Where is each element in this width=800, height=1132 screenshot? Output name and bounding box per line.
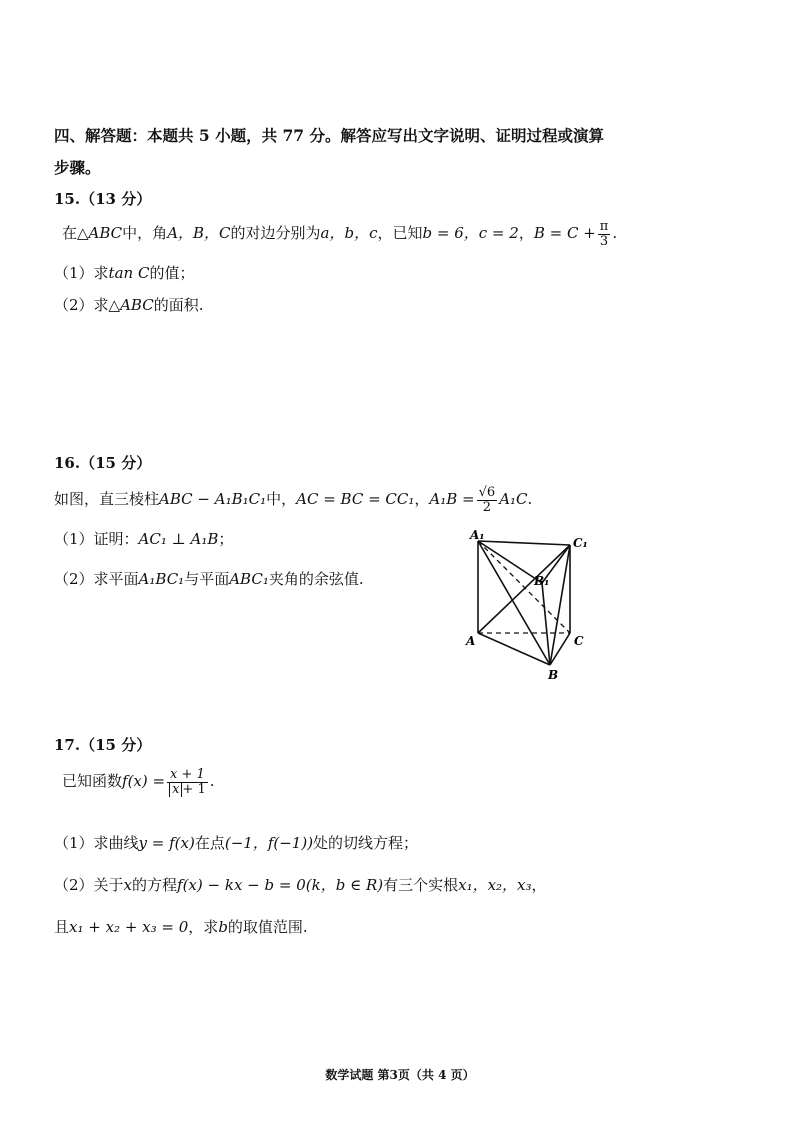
q15-stem-end: .: [612, 224, 618, 243]
q17-stem-prefix: 已知函数: [62, 772, 123, 791]
q17-part2-end: ，: [531, 876, 547, 894]
page-footer: 数学试题 第3页（共 4 页）: [325, 1068, 475, 1082]
q16-part2-mid: 与平面: [184, 570, 230, 588]
q16-stem: [54, 486, 532, 514]
q17-part1-curve: y = f(x): [138, 834, 195, 852]
q15-part2: [54, 294, 204, 315]
q16-stem-eq2-left: A₁B =: [429, 490, 475, 509]
q17-part1-label: （1）求曲线: [54, 834, 139, 852]
q15-fraction: [598, 220, 611, 248]
q17-part2b-equation: x₁ + x₂ + x₃ = 0: [69, 918, 189, 936]
q17-fraction-abs: x: [169, 782, 182, 797]
q17-part2b-var: b: [218, 918, 228, 936]
q16-part2: [54, 568, 364, 589]
q17-fraction: [167, 768, 208, 796]
q17-header: 17.（15 分）: [54, 736, 152, 754]
q15-stem-sides: a，b，c: [320, 224, 378, 243]
q16-fraction: [477, 486, 498, 514]
q17-part2-equation: f(x) − kx − b = 0(k，b ∈ R): [177, 876, 384, 894]
q15-stem-mid2: 的对边分别为: [230, 224, 321, 243]
q15-stem-sep: ，: [518, 224, 534, 243]
q16-part2-plane1: A₁BC₁: [138, 570, 185, 588]
q16-stem-sep: ，: [414, 490, 430, 509]
q16-part2-plane2: ABC₁: [229, 570, 269, 588]
section-heading-line1: 四、解答题：本题共 5 小题，共 77 分。解答应写出文字说明、证明过程或演算: [54, 126, 604, 145]
q15-fraction-numerator: π: [599, 219, 609, 234]
q17-fraction-denominator: [167, 783, 208, 797]
q17-part2: [54, 874, 547, 895]
label-a1: A₁: [470, 528, 485, 542]
q17-part2-continued: [54, 916, 308, 937]
q15-fraction-denominator: 3: [599, 233, 609, 249]
q16-header: 16.（15 分）: [54, 454, 152, 472]
q16-fraction-denominator: 2: [482, 499, 492, 515]
q17-part1-mid: 在点: [194, 834, 225, 852]
q15-part1-expr: tan C: [108, 264, 150, 282]
q16-stem-prism: ABC − A₁B₁C₁: [159, 490, 267, 509]
q17-part1-point: (−1，f(−1)): [224, 834, 314, 852]
q16-stem-mid: 中，: [266, 490, 297, 509]
q17-part2-roots: x₁，x₂，x₃: [458, 876, 532, 894]
q17-part2-label: （2）关于: [54, 876, 124, 894]
q17-part2-mid: 的方程: [132, 876, 178, 894]
q15-stem-equation: B = C +: [533, 224, 596, 243]
segment-a1-b: [478, 541, 550, 665]
q15-stem-angles: A，B，C: [167, 224, 231, 243]
edge-a1-c1: [478, 541, 570, 545]
q17-part2b-mid: ，求: [188, 918, 219, 936]
q16-part2-end: 夹角的余弦值.: [268, 570, 364, 588]
q17-stem: [62, 768, 215, 796]
q17-part2b-end: 的取值范围.: [227, 918, 308, 936]
q15-part2-triangle: ABC: [120, 296, 154, 314]
label-c1: C₁: [573, 536, 588, 550]
prism-figure: [460, 525, 600, 685]
label-b1: B₁: [534, 574, 550, 588]
edge-a1-b1: [478, 541, 542, 583]
q15-header: 15.（13 分）: [54, 190, 152, 208]
q16-stem-eq2-right: A₁C: [499, 490, 528, 509]
q16-part1: [54, 528, 233, 549]
q15-stem-mid3: ，已知: [377, 224, 423, 243]
q15-part2-label: （2）求△: [54, 296, 121, 314]
q15-part1-end: 的值；: [149, 264, 195, 282]
section-heading-line2: 步骤。: [54, 158, 101, 177]
q16-fraction-numerator: √6: [478, 485, 496, 500]
q17-part1-end: 处的切线方程；: [313, 834, 419, 852]
q17-fraction-den-rest: + 1: [182, 781, 206, 797]
q15-stem: [62, 220, 617, 248]
q15-part1-label: （1）求: [54, 264, 109, 282]
edge-a-b: [478, 633, 550, 665]
q16-stem-end: .: [527, 490, 533, 509]
segment-c1-b: [550, 545, 570, 665]
q15-stem-mid: 中，角: [122, 224, 168, 243]
q16-part2-label: （2）求平面: [54, 570, 139, 588]
q17-stem-func: f(x) =: [122, 772, 166, 791]
q16-part1-label: （1）证明：: [54, 530, 139, 548]
label-c: C: [574, 634, 584, 648]
q17-fraction-numerator: x + 1: [167, 768, 208, 783]
q17-stem-end: .: [209, 772, 215, 791]
q15-part1: [54, 262, 194, 283]
q17-part2-mid2: 有三个实根: [383, 876, 459, 894]
prism-solid-edges: [478, 541, 570, 665]
q15-part2-end: 的面积.: [153, 296, 204, 314]
q15-stem-triangle: ABC: [88, 224, 123, 243]
q17-part2b-prefix: 且: [54, 918, 70, 936]
label-b: B: [548, 668, 559, 682]
q16-part1-end: ；: [218, 530, 234, 548]
q16-stem-eq1: AC = BC = CC₁: [296, 490, 415, 509]
q17-part2-var: x: [123, 876, 133, 894]
q16-part1-expr: AC₁ ⊥ A₁B: [138, 530, 219, 548]
q15-stem-condition: b = 6，c = 2: [422, 224, 519, 243]
q17-part1: [54, 832, 418, 853]
q15-stem-prefix: 在△: [62, 224, 89, 243]
label-a: A: [466, 634, 476, 648]
q16-stem-prefix: 如图，直三棱柱: [54, 490, 160, 509]
